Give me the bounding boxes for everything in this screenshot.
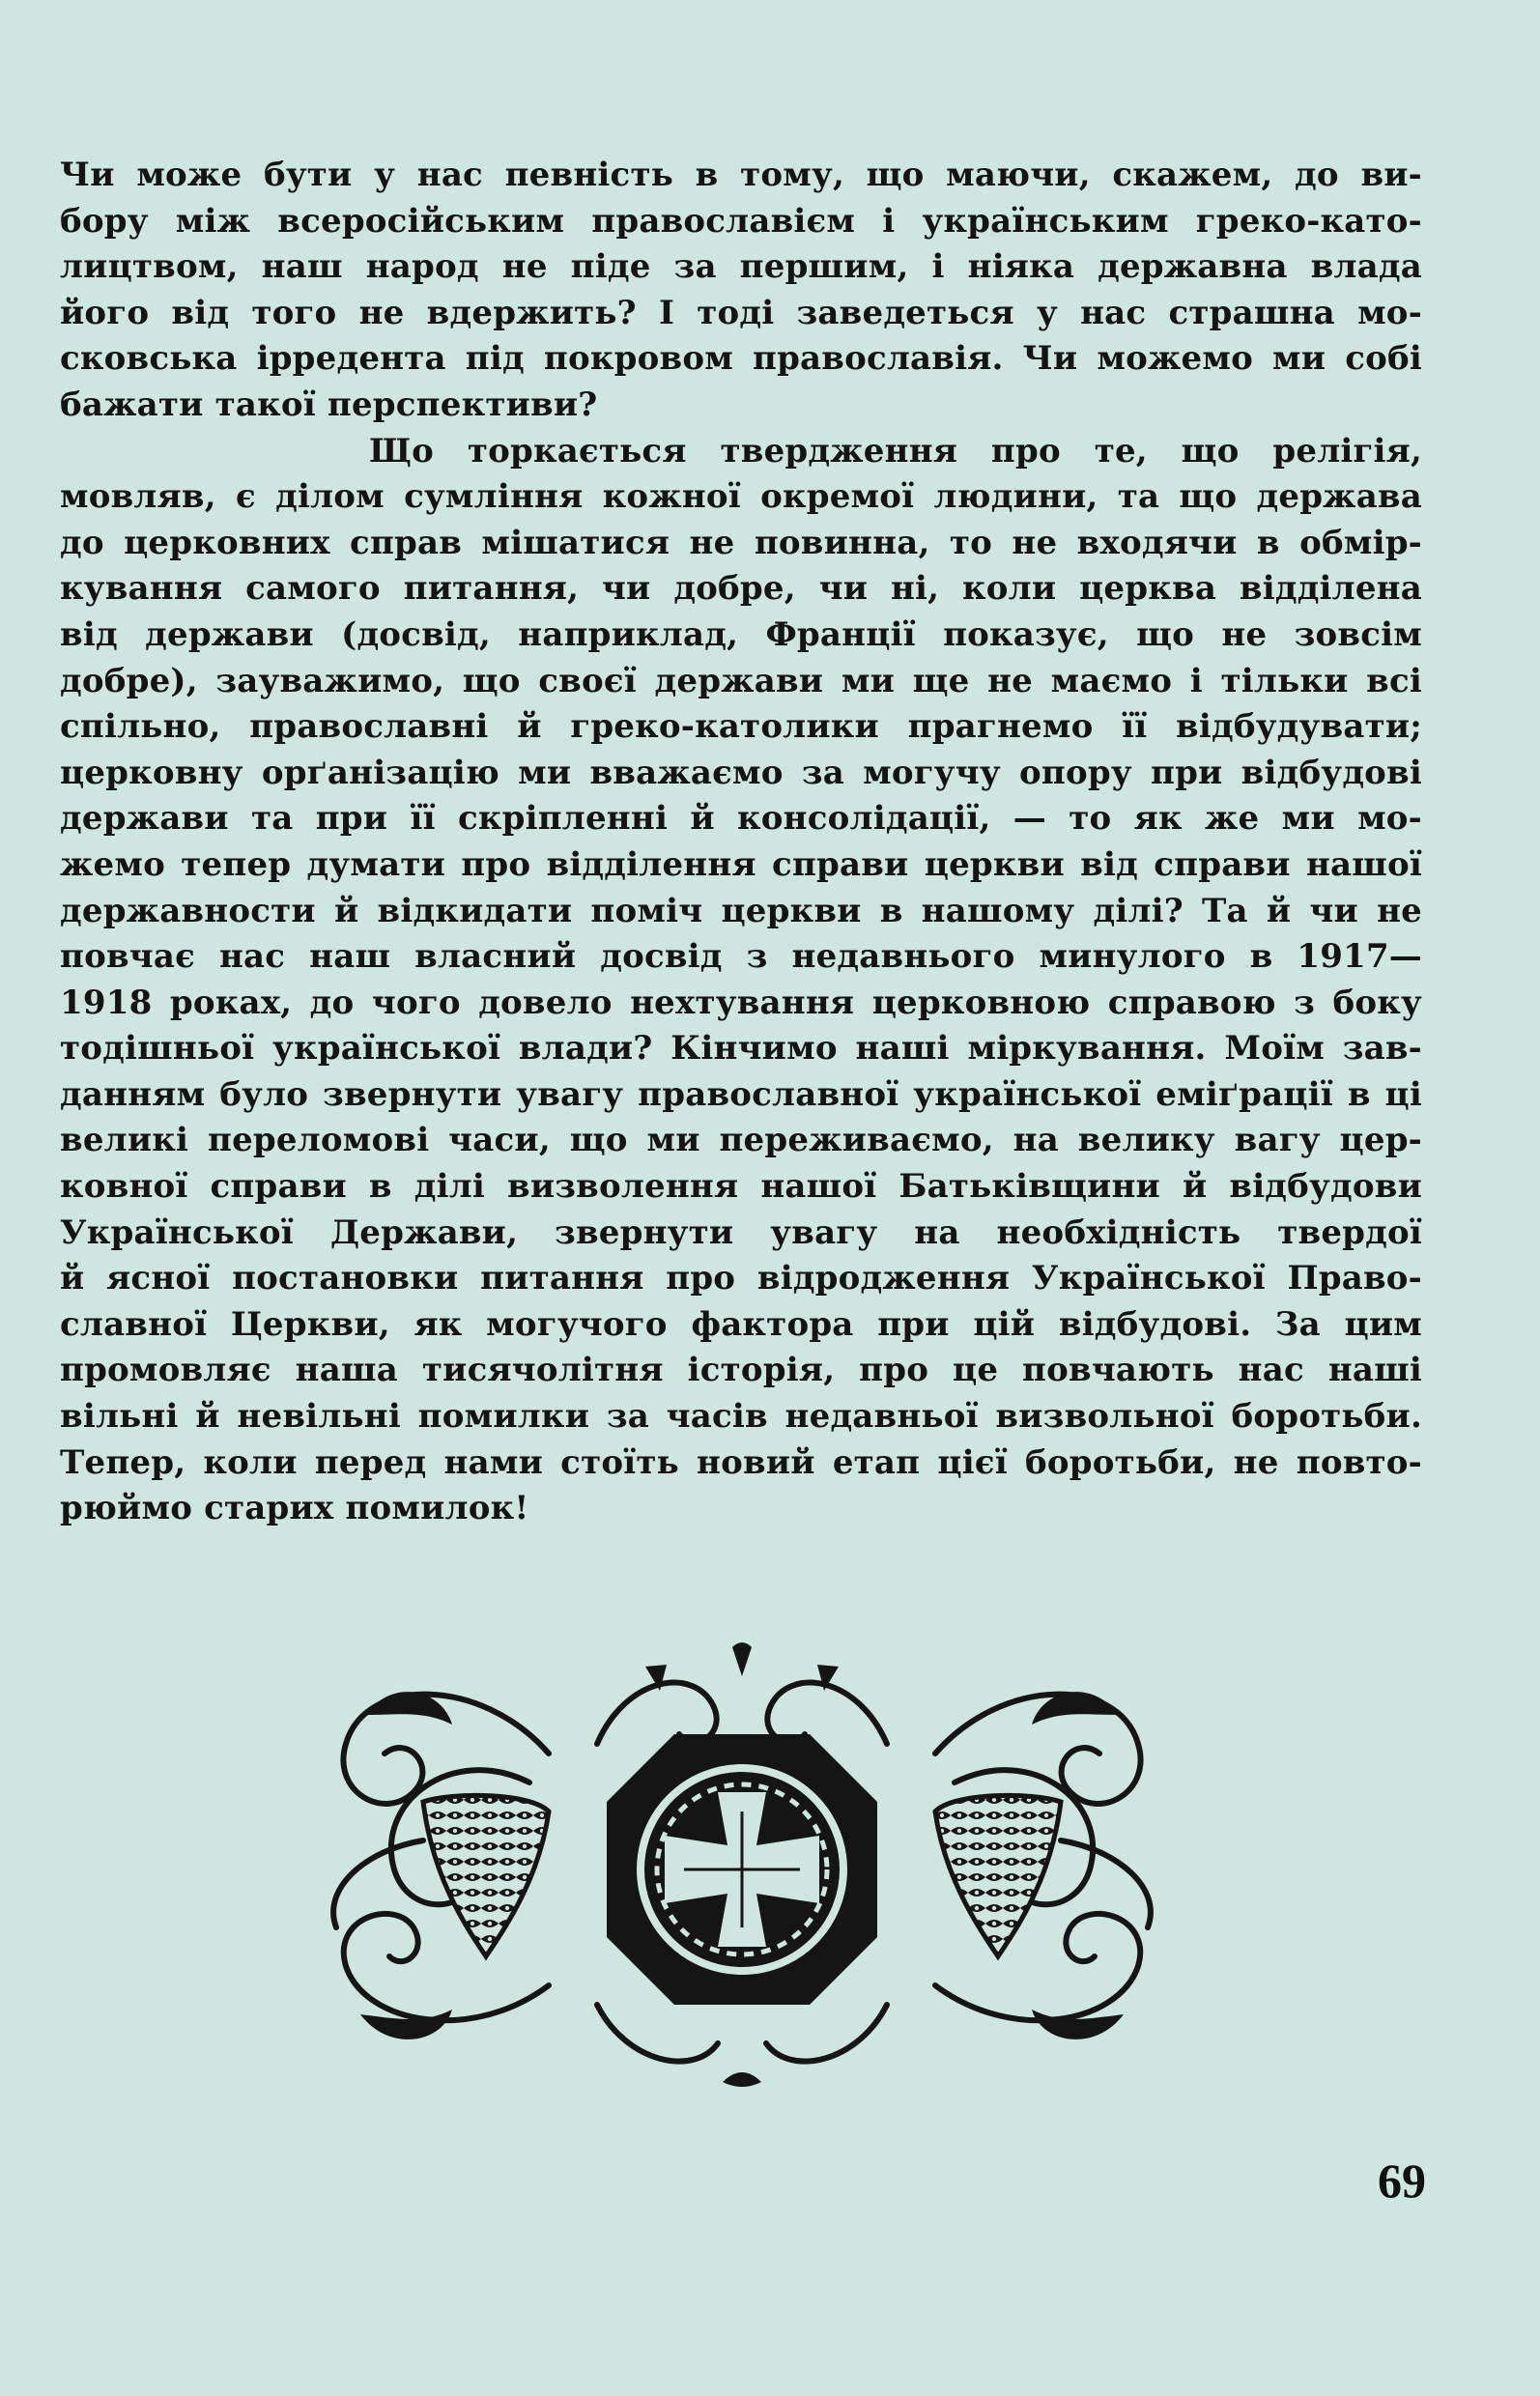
text-line: лицтвом, наш народ не піде за першим, і ніяка державна влада xyxy=(60,247,1422,287)
body-text xyxy=(60,153,1422,1532)
text-line: вільні й невільні помилки за часів недавньої визвольної боротьби. xyxy=(60,1397,1422,1437)
text-line: сковська ірредента під покровом православія. Чи можемо ми собі xyxy=(60,339,1422,379)
text-line: від держави (досвід, наприклад, Франції показує, що не зовсім xyxy=(60,614,1422,654)
floral-ornament-icon xyxy=(307,1638,1177,2092)
text-line: великі переломові часи, що ми переживаємо, на велику вагу цер- xyxy=(60,1121,1422,1160)
text-line: 1918 роках, до чого довело нехтування церковною справою з боку xyxy=(60,983,1422,1022)
text-line: добре), зауважимо, що своєї держави ми ще не маємо і тільки всі xyxy=(60,661,1422,700)
text-line: кування самого питання, чи добре, чи ні, коли церква відділена xyxy=(60,569,1422,609)
text-line: ковної справи в ділі визволення нашої Батьківщини й відбудови xyxy=(60,1167,1422,1207)
text-line: його від того не вдержить? І тоді заведеться у нас страшна мо- xyxy=(60,293,1422,332)
text-line: жемо тепер думати про відділення справи церкви від справи нашої xyxy=(60,844,1422,884)
text-line: бажати такої перспективи? xyxy=(60,385,598,424)
text-line: бору між всеросійським православієм і українським греко-като- xyxy=(60,201,1422,241)
text-line: Тепер, коли перед нами стоїть новий етап цієї боротьби, не повто- xyxy=(60,1442,1422,1482)
text-line: до церковних справ мішатися не повинна, то не входячи в обмір- xyxy=(60,523,1422,562)
text-line: рюймо старих помилок! xyxy=(60,1489,529,1528)
text-line: державности й відкидати поміч церкви в нашому ділі? Та й чи не xyxy=(60,891,1422,930)
text-line: Української Держави, звернути увагу на необхідність твердої xyxy=(60,1212,1422,1252)
text-line: спільно, православні й греко-католики прагнемо її відбудувати; xyxy=(60,707,1422,747)
text-line: держави та при її скріпленні й консолідації, — то як же ми мо- xyxy=(60,799,1422,839)
text-line: промовляє наша тисячолітня історія, про це повчають нас наші xyxy=(60,1351,1422,1390)
text-line: мовляв, є ділом сумління кожної окремої людини, та що держава xyxy=(60,477,1422,517)
text-line: данням було звернути увагу православної української еміґрації в ці xyxy=(60,1074,1422,1114)
text-line: Чи може бути у нас певність в тому, що маючи, скажем, до ви- xyxy=(60,156,1422,194)
page-number: 69 xyxy=(1378,2154,1426,2208)
text-line: й ясної постановки питання про відродження Української Право- xyxy=(60,1259,1422,1298)
text-line: повчає нас наш власний досвід з недавнього минулого в 1917— xyxy=(60,937,1422,977)
text-line: тодішньої української влади? Кінчимо наші міркування. Моїм зав- xyxy=(60,1029,1422,1069)
text-line: Що торкається твердження про те, що релігія, xyxy=(369,431,1422,471)
text-line: церковну орґанізацію ми вважаємо за могучу опору при відбудові xyxy=(60,753,1422,792)
text-line: славної Церкви, як могучого фактора при цій відбудові. За цим xyxy=(60,1304,1422,1344)
